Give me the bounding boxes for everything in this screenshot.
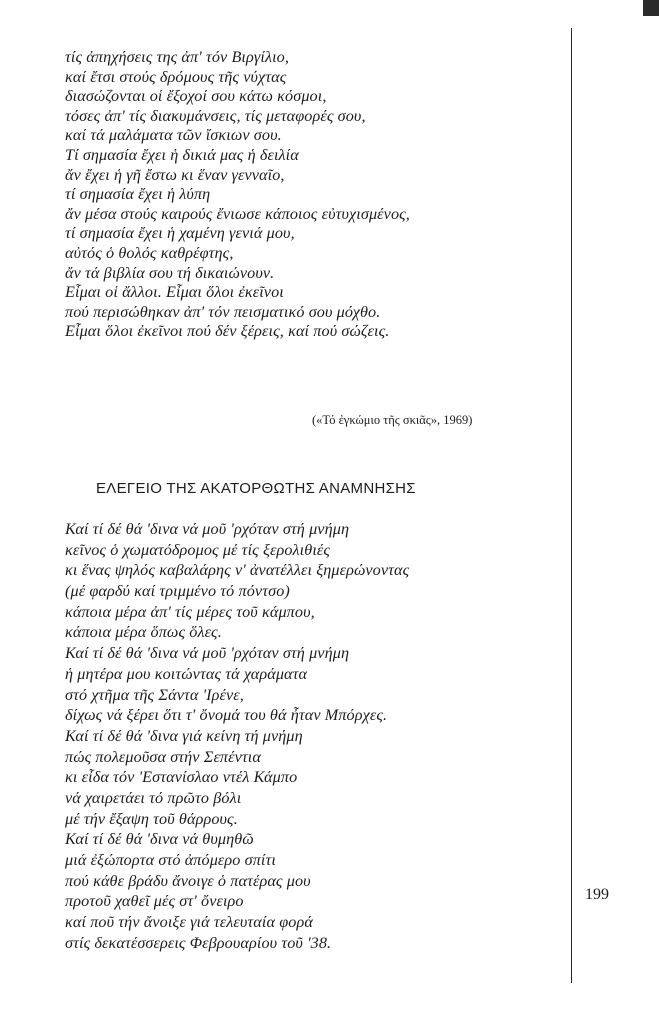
poem-line: κι εἶδα τόν 'Εστανίσλαο ντέλ Κάμπο [65,768,298,787]
page-number: 199 [585,886,609,903]
poem-line: πού περισώθηκαν ἀπ' τόν πεισματικό σου μόχθο. [65,302,381,321]
poem-line: στό χτῆμα τῆς Σάντα 'Ιρένε, [65,685,244,704]
poem-line: κάποια μέρα ὅπως ὅλες. [65,623,222,642]
scan-corner-mark [643,0,659,16]
poem-line: αὐτός ὁ θολός καθρέφτης, [65,243,234,262]
poem-line: πού κάθε βράδυ ἄνοιγε ὁ πατέρας μου [65,871,311,890]
poem-line: τί σημασία ἔχει ἡ χαμένη γενιά μου, [65,224,295,243]
poem-line: στίς δεκατέσσερεις Φεβρουαρίου τοῦ '38. [65,933,332,952]
poem-line: (μέ φαρδύ καί τριμμένο τό πόντσο) [65,582,290,601]
poem-line: κεῖνος ὁ χωματόδρομος μέ τίς ξερολιθιές [65,540,331,559]
poem-line: Καί τί δέ θά 'δινα νά μοῦ 'ρχόταν στή μνήμη [65,520,350,538]
poem-line: ἡ μητέρα μου κοιτώντας τά χαράματα [65,664,308,683]
elegy-poem [65,519,565,953]
poem-line: Εἶμαι ὅλοι ἐκεῖνοι πού δέν ξέρεις, καί πού σώζεις. [65,322,390,341]
poem-line: μέ τήν ἔξαψη τοῦ θάρρους. [65,809,238,828]
poem-line: κάποια μέρα ἀπ' τίς μέρες τοῦ κάμπου, [65,602,315,621]
poem-line: μιά ἐξώπορτα στό ἀπόμερο σπίτι [65,851,276,869]
poem-source-citation: («Τό ἐγκώμιο τῆς σκιᾶς», 1969) [312,413,473,427]
poem-line: τόσες ἀπ' τίς διακυμάνσεις, τίς μεταφορές σου, [65,106,366,125]
poem-line: Καί τί δέ θά 'δινα γιά κείνη τή μνήμη [65,726,303,745]
poem-line: ἄν μέσα στούς καιρούς ἔνιωσε κάποιος εὐτυχισμένος, [65,204,410,223]
poem-line: κι ἕνας ψηλός καβαλάρης ν' ἀνατέλλει ξημερώνοντας [65,561,410,580]
poem-line: ἄν τά βιβλία σου τή δικαιώνουν. [65,263,275,282]
poem-line: τίς ἀπηχήσεις της ἀπ' τόν Βιργίλιο, [65,48,290,66]
poem-line: καί τά μαλάματα τῶν ἴσκιων σου. [65,126,282,145]
poem-line: ἄν ἔχει ἡ γῆ ἔστω κι ἕναν γενναῖο, [65,165,285,184]
poem-continuation [65,48,565,342]
margin-rule [571,28,572,983]
poem-line: καί ποῦ τήν ἄνοιξε γιά τελευταία φορά [65,913,313,932]
poem-line: τί σημασία ἔχει ἡ λύπη [65,185,211,204]
poem-line: δίχως νά ξέρει ὅτι τ' ὄνομά του θά ἦταν Μπόρχες. [65,706,388,725]
poem-line: Εἶμαι οἱ ἄλλοι. Εἶμαι ὅλοι ἐκεῖνοι [65,283,284,302]
poem-line: νά χαιρετάει τό πρῶτο βόλι [65,788,242,807]
poem-title: ΕΛΕΓΕΙΟ ΤΗΣ ΑΚΑΤΟΡΘΩΤΗΣ ΑΝΑΜΝΗΣΗΣ [96,480,416,497]
poem-line: πώς πολεμοῦσα στήν Σεπέντια [65,747,261,766]
poem-line: Καί τί δέ θά 'δινα νά θυμηθῶ [65,830,254,849]
poem-line: Καί τί δέ θά 'δινα νά μοῦ 'ρχόταν στή μνήμη [65,644,350,663]
poem-line: καί ἔτσι στούς δρόμους τῆς νύχτας [65,67,287,86]
poem-line: προτοῦ χαθεῖ μές στ' ὄνειρο [65,892,244,911]
poem-line: Τί σημασία ἔχει ἡ δικιά μας ἡ δειλία [65,145,299,164]
poem-line: διασώζονται οἱ ἔξοχοί σου κάτω κόσμοι, [65,87,327,106]
